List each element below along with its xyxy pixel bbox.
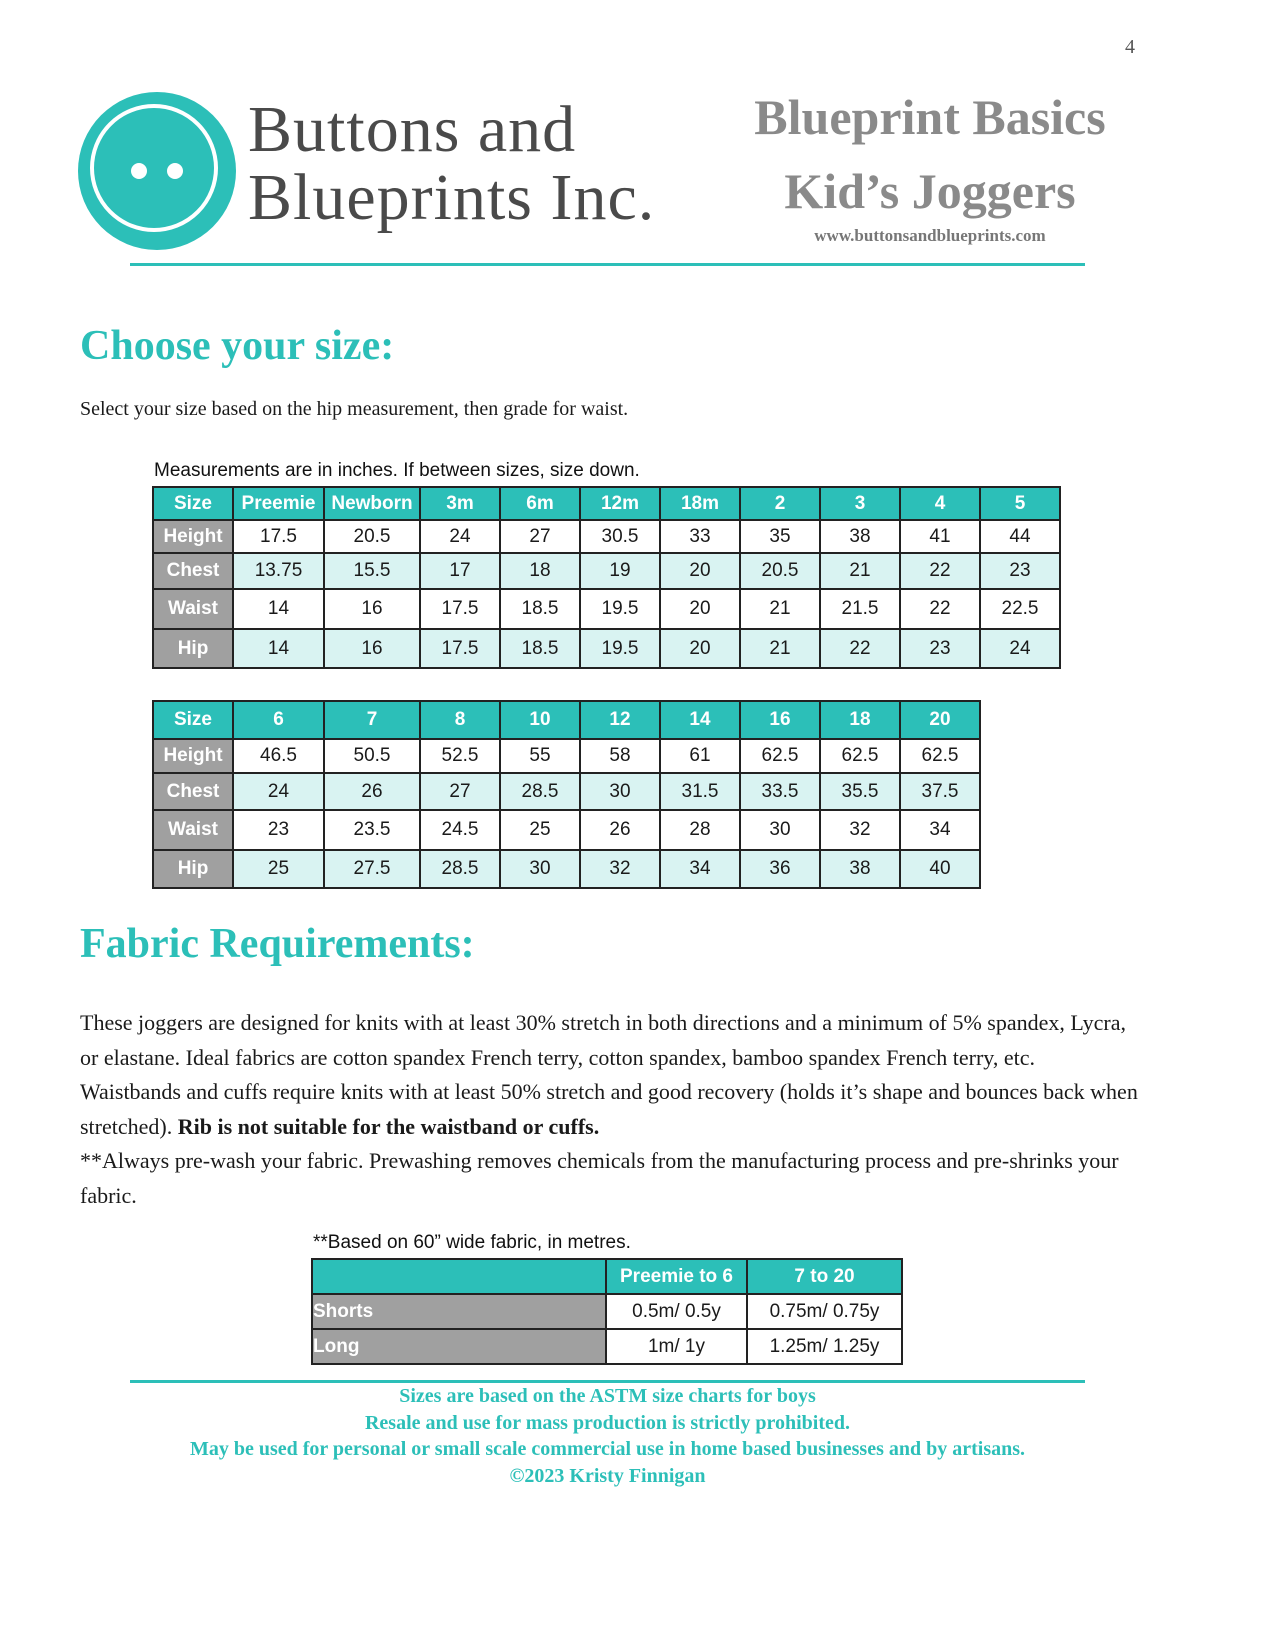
table-cell: 16	[324, 629, 420, 668]
header-cell: Size	[153, 701, 233, 739]
row-label: Chest	[153, 553, 233, 589]
table-cell: 38	[820, 520, 900, 553]
header-cell: 16	[740, 701, 820, 739]
table-cell: 25	[500, 810, 580, 850]
title-line-2: Kid’s Joggers	[784, 163, 1076, 219]
table-cell: 17.5	[420, 629, 500, 668]
size-header-row	[153, 487, 1060, 520]
table-cell: 23	[233, 810, 324, 850]
table-cell: 20.5	[740, 553, 820, 589]
table-cell: 34	[900, 810, 980, 850]
table-cell: 22	[820, 629, 900, 668]
header-cell: 2	[740, 487, 820, 520]
table-cell: 32	[820, 810, 900, 850]
table-cell: 24	[233, 773, 324, 810]
table-cell: 14	[233, 589, 324, 629]
table-cell: 21	[740, 589, 820, 629]
row-label: Hip	[153, 850, 233, 888]
table-cell: 31.5	[660, 773, 740, 810]
table-cell: 24	[420, 520, 500, 553]
table-cell: 20	[660, 553, 740, 589]
header-cell: 7	[324, 701, 420, 739]
table-cell: 0.5m/ 0.5y	[606, 1294, 747, 1329]
table-cell: 25	[233, 850, 324, 888]
table-row-waist	[153, 810, 980, 850]
table-cell: 55	[500, 739, 580, 773]
table-cell: 18.5	[500, 629, 580, 668]
header-cell: 4	[900, 487, 980, 520]
header-cell: 3m	[420, 487, 500, 520]
table-cell: 0.75m/ 0.75y	[747, 1294, 902, 1329]
header-cell: 14	[660, 701, 740, 739]
table-row-chest	[153, 773, 980, 810]
header-cell: Newborn	[324, 487, 420, 520]
table-cell: 44	[980, 520, 1060, 553]
size-intro: Select your size based on the hip measurement, then grade for waist.	[80, 398, 629, 420]
table-cell: 20.5	[324, 520, 420, 553]
header-divider	[130, 263, 1085, 266]
table-cell: 41	[900, 520, 980, 553]
header-cell: Preemie	[233, 487, 324, 520]
header-cell: 20	[900, 701, 980, 739]
table-cell: 40	[900, 850, 980, 888]
table-cell: 19.5	[580, 629, 660, 668]
header-cell: 8	[420, 701, 500, 739]
table-cell: 28.5	[500, 773, 580, 810]
table-cell: 21	[740, 629, 820, 668]
table-row-height	[153, 739, 980, 773]
table-cell: 28	[660, 810, 740, 850]
size-table-2	[152, 700, 981, 889]
table-cell: 22	[900, 553, 980, 589]
size-header-row	[153, 701, 980, 739]
table-cell: 22	[900, 589, 980, 629]
footer	[80, 1383, 1135, 1489]
footer-line-3: May be used for personal or small scale commercial use in home based businesses and by artisans.	[189, 1438, 1026, 1460]
table-row-shorts	[312, 1294, 902, 1329]
table-cell: 23	[980, 553, 1060, 589]
table-cell: 27.5	[324, 850, 420, 888]
page-number: 4	[1125, 36, 1135, 58]
fabric-paragraph	[80, 1006, 1140, 1213]
table-cell: 17.5	[420, 589, 500, 629]
row-label: Chest	[153, 773, 233, 810]
table-cell: 38	[820, 850, 900, 888]
table-cell: 24	[980, 629, 1060, 668]
table-cell: 50.5	[324, 739, 420, 773]
footer-line-1: Sizes are based on the ASTM size charts for boys	[399, 1385, 816, 1407]
table-cell: 24.5	[420, 810, 500, 850]
table-cell: 26	[580, 810, 660, 850]
table-cell: 30	[740, 810, 820, 850]
header-cell: Size	[153, 487, 233, 520]
table-cell: 17.5	[233, 520, 324, 553]
size-heading: Choose your size:	[80, 323, 395, 369]
table-cell: 1.25m/ 1.25y	[747, 1329, 902, 1364]
table-row-chest	[153, 553, 1060, 589]
table-cell: 62.5	[900, 739, 980, 773]
table-cell: 21.5	[820, 589, 900, 629]
header-cell: 18m	[660, 487, 740, 520]
table-cell: 26	[324, 773, 420, 810]
table-cell: 32	[580, 850, 660, 888]
header-cell: 7 to 20	[747, 1259, 902, 1294]
row-label: Shorts	[312, 1294, 606, 1329]
button-logo-icon	[78, 92, 236, 250]
header-cell: Preemie to 6	[606, 1259, 747, 1294]
table-cell: 28.5	[420, 850, 500, 888]
table-cell: 27	[420, 773, 500, 810]
table-cell: 23.5	[324, 810, 420, 850]
table-cell: 23	[900, 629, 980, 668]
table-cell: 35.5	[820, 773, 900, 810]
table-cell: 16	[324, 589, 420, 629]
size-table-caption: Measurements are in inches. If between sizes, size down.	[154, 460, 640, 481]
table-cell: 21	[820, 553, 900, 589]
table-cell: 17	[420, 553, 500, 589]
table-cell: 13.75	[233, 553, 324, 589]
fabric-heading: Fabric Requirements:	[80, 921, 475, 967]
fabric-rib-warning: Rib is not suitable for the waistband or cuffs.	[177, 1113, 600, 1139]
table-cell: 61	[660, 739, 740, 773]
row-label: Hip	[153, 629, 233, 668]
table-cell: 19.5	[580, 589, 660, 629]
row-label: Long	[312, 1329, 606, 1364]
table-cell: 58	[580, 739, 660, 773]
header-cell: 12	[580, 701, 660, 739]
table-cell: 1m/ 1y	[606, 1329, 747, 1364]
row-label: Waist	[153, 589, 233, 629]
table-cell: 27	[500, 520, 580, 553]
table-cell: 34	[660, 850, 740, 888]
brand-line-1: Buttons and	[248, 93, 577, 166]
footer-line-4: ©2023 Kristy Finnigan	[509, 1464, 706, 1487]
header-cell: 6m	[500, 487, 580, 520]
brand-line-2: Blueprints Inc.	[248, 161, 656, 234]
header-cell: 18	[820, 701, 900, 739]
header-cell: 10	[500, 701, 580, 739]
table-cell: 22.5	[980, 589, 1060, 629]
table-cell: 33.5	[740, 773, 820, 810]
table-cell: 19	[580, 553, 660, 589]
table-cell: 30.5	[580, 520, 660, 553]
brand-name	[248, 93, 656, 234]
row-label: Waist	[153, 810, 233, 850]
table-cell: 37.5	[900, 773, 980, 810]
table-cell: 46.5	[233, 739, 324, 773]
table-row-hip	[153, 629, 1060, 668]
table-cell: 62.5	[740, 739, 820, 773]
title-line-1: Blueprint Basics	[754, 89, 1106, 145]
fabric-text-part-1: These joggers are designed for knits with at least 30% stretch in both directions and a minimum of 5% spandex, Lycra, or elastane. Ideal fabrics are cotton spandex French terry, cotton spandex, bamboo spandex French terry, etc. Waistbands and cuffs require knits with at least 50% stretch and good recovery (holds it’s shape and bounces back when stretched).	[80, 1010, 1138, 1139]
size-table-1	[152, 486, 1061, 669]
table-cell: 30	[580, 773, 660, 810]
row-label: Height	[153, 520, 233, 553]
table-cell: 30	[500, 850, 580, 888]
row-label: Height	[153, 739, 233, 773]
table-cell: 18	[500, 553, 580, 589]
table-cell: 52.5	[420, 739, 500, 773]
header-cell: 3	[820, 487, 900, 520]
table-row-long	[312, 1329, 902, 1364]
table-row-height	[153, 520, 1060, 553]
header-cell: 5	[980, 487, 1060, 520]
document-title	[700, 80, 1160, 228]
header-cell: 6	[233, 701, 324, 739]
table-row-hip	[153, 850, 980, 888]
fabric-table-caption: **Based on 60” wide fabric, in metres.	[313, 1232, 631, 1253]
fabric-header-row	[312, 1259, 902, 1294]
table-cell: 15.5	[324, 553, 420, 589]
header-cell: 12m	[580, 487, 660, 520]
prewash-note: **Always pre-wash your fabric. Prewashing removes chemicals from the manufacturing process and pre-shrinks your fabric.	[80, 1148, 1119, 1208]
table-cell: 20	[660, 629, 740, 668]
table-cell: 36	[740, 850, 820, 888]
table-row-waist	[153, 589, 1060, 629]
table-cell: 20	[660, 589, 740, 629]
header-cell	[312, 1259, 606, 1294]
table-cell: 35	[740, 520, 820, 553]
website-url: www.buttonsandblueprints.com	[814, 226, 1046, 245]
table-cell: 33	[660, 520, 740, 553]
fabric-requirements-table	[311, 1258, 903, 1365]
table-cell: 62.5	[820, 739, 900, 773]
table-cell: 14	[233, 629, 324, 668]
table-cell: 18.5	[500, 589, 580, 629]
footer-line-2: Resale and use for mass production is strictly prohibited.	[364, 1411, 851, 1434]
